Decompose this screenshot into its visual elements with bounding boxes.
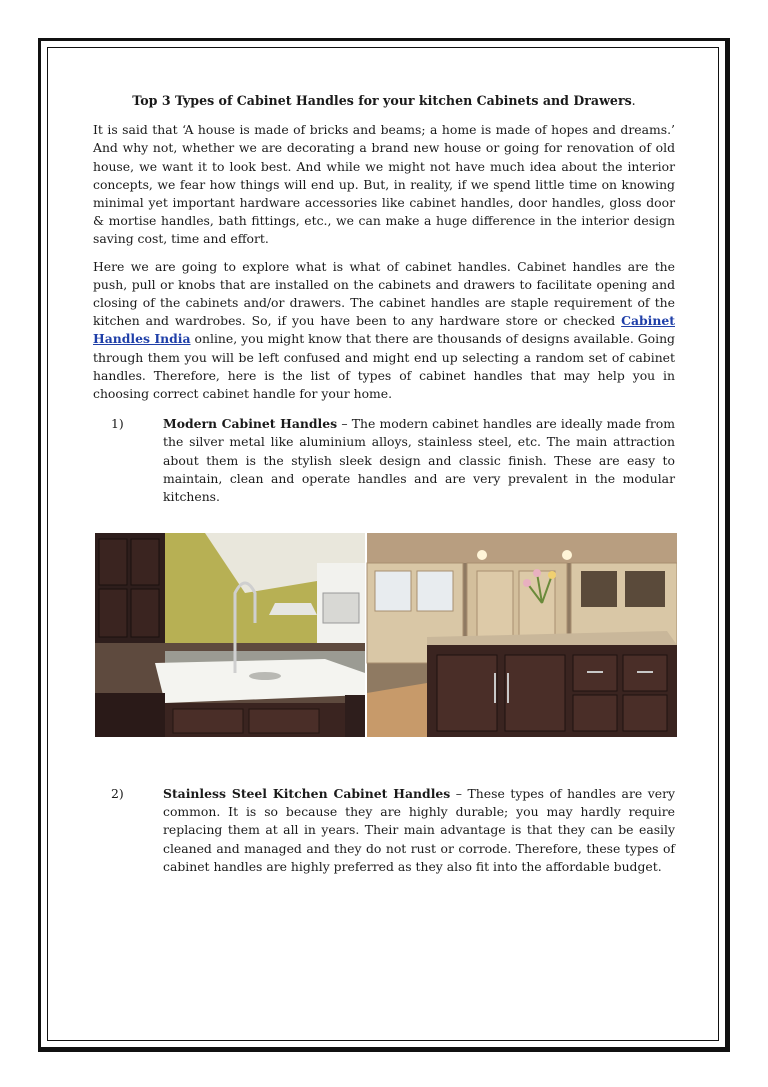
list-item-2-text: – These types of handles are very common. It is so because they are highly durable; you may hardly require replacing them at all in years. Their main advantage is that they can be easily cleaned and managed and they do not rust or corrode. Therefore, these types of cabinet handles are highly preferred as they also fit into the affordable budget. [163,786,675,874]
cabinet-handles-india-link[interactable]: Cabinet Handles India [93,313,675,347]
list-item-2-number: 2) [111,786,124,801]
document-body [93,92,675,506]
modern-kitchen-photo [95,533,365,737]
list-item-1-text: – The modern cabinet handles are ideally made from the silver metal like aluminium alloys, stainless steel, etc. The main attraction about them is the stylish sleek design and classic finish. These are easy to maintain, clean and operate handles and are very prevalent in the modular kitchens. [163,416,675,505]
kitchen-photos [95,533,677,737]
intro-paragraph: It is said that ‘A house is made of bricks and beams; a home is made of hopes and dreams.’ And why not, whether we are decorating a brand new house or going for renovation of old house, we want it to look best. And while we might not have much idea about the interior concepts, we fear how things will end up. But, in reality, if we spend little time on knowing minimal yet important hardware accessories like cabinet handles, door handles, gloss door & mortise handles, bath fittings, etc., we can make a huge difference in the interior design saving cost, time and effort. [93,122,675,247]
title-text: Top 3 Types of Cabinet Handles for your kitchen Cabinets and Drawers [132,93,632,108]
title-period: . [631,93,636,108]
list-item-2 [93,785,675,876]
list-item-1 [93,415,675,506]
list-item-1-heading: Modern Cabinet Handles [163,416,338,432]
second-paragraph [93,258,675,404]
list-item-1-number: 1) [111,416,124,432]
paragraph2-text-end: online, you might know that there are thousands of designs available. Going through them you will be left confused and might end up selecting a random set of cabinet handles. Therefore, here is the list of types of cabinet handles that may help you in choosing correct cabinet handle for your home. [93,331,675,402]
classic-kitchen-photo [367,533,677,737]
paragraph2-text-start: Here we are going to explore what is what of cabinet handles. Cabinet handles are the push, pull or knobs that are installed on the cabinets and drawers to facilitate opening and closing of the cabinets and/or drawers. The cabinet handles are staple requirement of the kitchen and wardrobes. So, if you have been to any hardware store or checked [93,258,675,329]
kitchen-photos-svg [95,533,677,737]
document-title [93,92,675,110]
document-body-continued [93,785,675,876]
list-item-2-heading: Stainless Steel Kitchen Cabinet Handles [163,786,451,801]
